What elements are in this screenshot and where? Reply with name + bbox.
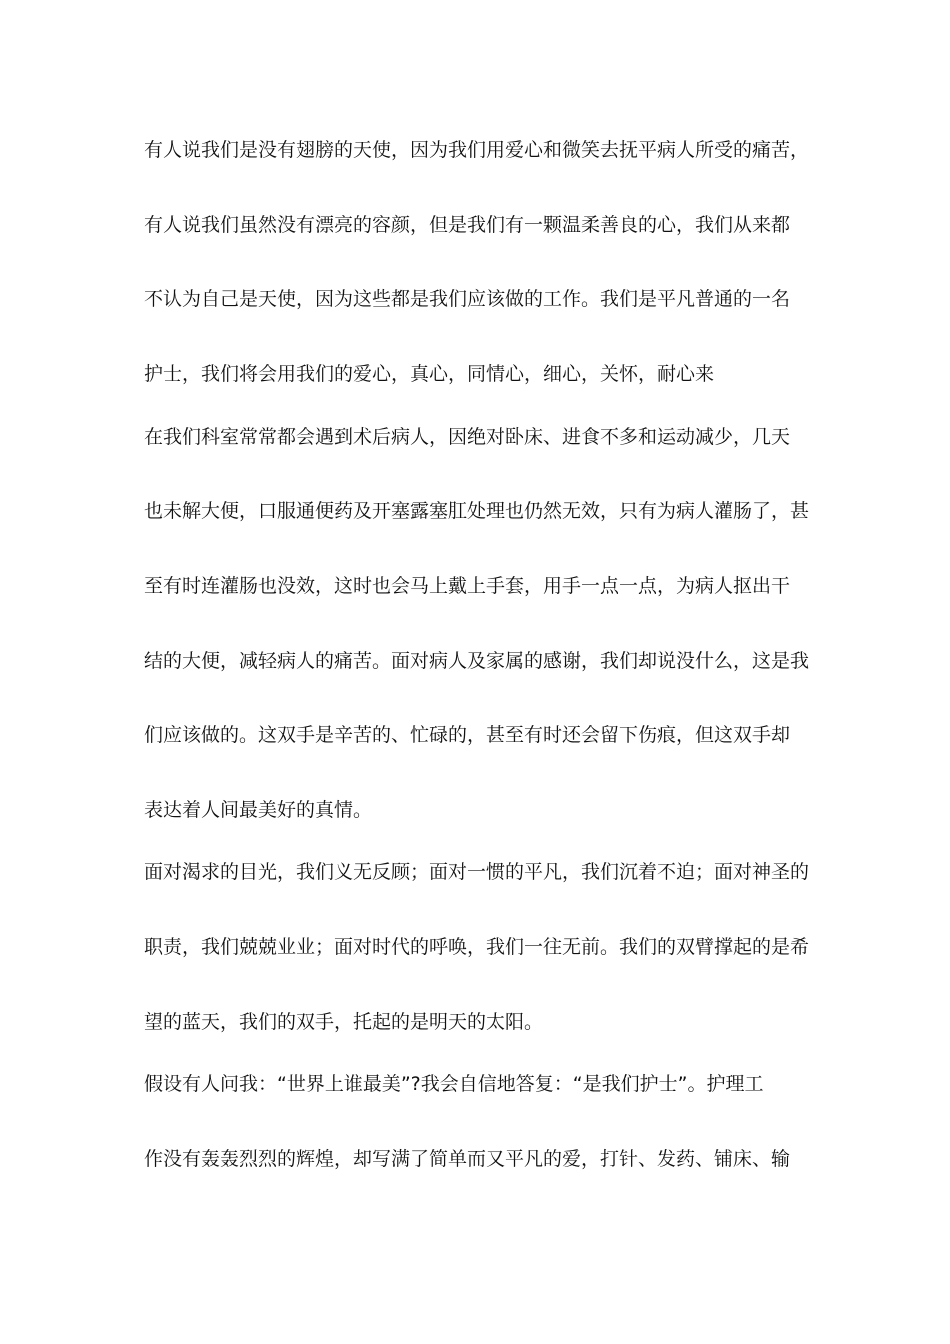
text-line: 们应该做的。这双手是辛苦的、忙碌的，甚至有时还会留下伤痕，但这双手却: [144, 724, 791, 746]
text-line: 护士，我们将会用我们的爱心，真心，同情心，细心，关怀，耐心来: [144, 363, 715, 385]
text-line: 至有时连灌肠也没效，这时也会马上戴上手套，用手一点一点，为病人抠出干: [144, 575, 791, 597]
text-line: 有人说我们虽然没有漂亮的容颜，但是我们有一颗温柔善良的心，我们从来都: [144, 214, 791, 236]
text-line: 假设有人问我：“世界上谁最美”?我会自信地答复：“是我们护士”。护理工: [144, 1073, 764, 1095]
text-line: 表达着人间最美好的真情。: [144, 799, 373, 821]
text-line: 有人说我们是没有翅膀的天使，因为我们用爱心和微笑去抚平病人所受的痛苦，: [144, 139, 810, 161]
text-line: 结的大便，减轻病人的痛苦。面对病人及家属的感谢，我们却说没什么，这是我: [144, 650, 810, 672]
text-line: 望的蓝天，我们的双手，托起的是明天的太阳。: [144, 1011, 544, 1033]
text-line: 作没有轰轰烈烈的辉煌，却写满了简单而又平凡的爱，打针、发药、铺床、输: [144, 1148, 791, 1170]
text-line: 不认为自己是天使，因为这些都是我们应该做的工作。我们是平凡普通的一名: [144, 288, 791, 310]
text-line: 面对渴求的目光，我们义无反顾；面对一惯的平凡，我们沉着不迫；面对神圣的: [144, 861, 810, 883]
text-line: 在我们科室常常都会遇到术后病人，因绝对卧床、进食不多和运动减少，几天: [144, 426, 791, 448]
text-line: 职责，我们兢兢业业；面对时代的呼唤，我们一往无前。我们的双臂撑起的是希: [144, 936, 810, 958]
text-line: 也未解大便，口服通便药及开塞露塞肛处理也仍然无效，只有为病人灌肠了，甚: [144, 500, 810, 522]
